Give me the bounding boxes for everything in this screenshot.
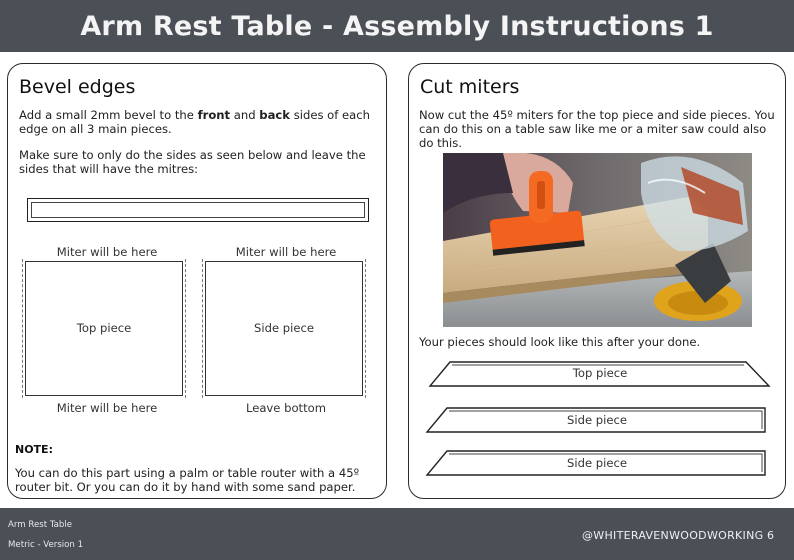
side-piece-profile-1 xyxy=(425,406,769,434)
bevel-instruction-text: Make sure to only do the sides as seen below and leave the sides that will have the mitres: xyxy=(19,148,366,176)
side-piece-caption-bottom: Leave bottom xyxy=(245,401,327,415)
side-piece-profile-2-label: Side piece xyxy=(567,456,627,470)
cut-miters-heading: Cut miters xyxy=(420,76,520,98)
footer-version: Metric - Version 1 xyxy=(8,540,84,550)
bevel-edges-heading: Bevel edges xyxy=(19,76,136,98)
side-piece-profile-1-label: Side piece xyxy=(567,413,627,427)
miters-intro-text: Now cut the 45º miters for the top piece and side pieces. You can do this on a table saw like me or a miter saw could also do this. xyxy=(419,108,775,150)
note-heading: NOTE: xyxy=(15,443,53,456)
page-header xyxy=(0,0,794,52)
side-piece-caption-top: Miter will be here xyxy=(235,245,337,259)
top-piece-profile xyxy=(428,360,772,388)
table-saw-photo xyxy=(443,153,752,327)
side-piece-diagram xyxy=(205,261,363,396)
board-edge-diagram xyxy=(27,198,369,222)
bevel-intro-text: Add a small 2mm bevel to the front and back sides of each edge on all 3 main pieces. xyxy=(19,108,371,136)
cut-miters-card xyxy=(408,63,786,499)
top-piece-label: Top piece xyxy=(76,321,132,335)
footer-brand: @WHITERAVENWOODWORKING xyxy=(582,529,764,542)
page-number: 6 xyxy=(767,529,774,542)
page-footer xyxy=(0,508,794,560)
top-piece-profile-label: Top piece xyxy=(572,366,628,380)
side-piece-profile-2 xyxy=(425,449,769,477)
top-piece-caption-top: Miter will be here xyxy=(56,245,158,259)
miters-result-text: Your pieces should look like this after your done. xyxy=(419,335,701,349)
top-piece-caption-bottom: Miter will be here xyxy=(56,401,158,415)
top-piece-diagram xyxy=(25,261,183,396)
page-title: Arm Rest Table - Assembly Instructions 1 xyxy=(80,10,714,42)
front-emphasis: front xyxy=(197,108,231,122)
table-saw-illustration xyxy=(443,153,752,327)
back-emphasis: back xyxy=(259,108,291,122)
side-piece-label: Side piece xyxy=(254,321,314,335)
footer-project-title: Arm Rest Table xyxy=(8,520,73,530)
bevel-edges-card xyxy=(7,63,387,499)
note-text: You can do this part using a palm or table router with a 45º router bit. Or you can do it by hand with some sand paper. xyxy=(15,466,360,494)
